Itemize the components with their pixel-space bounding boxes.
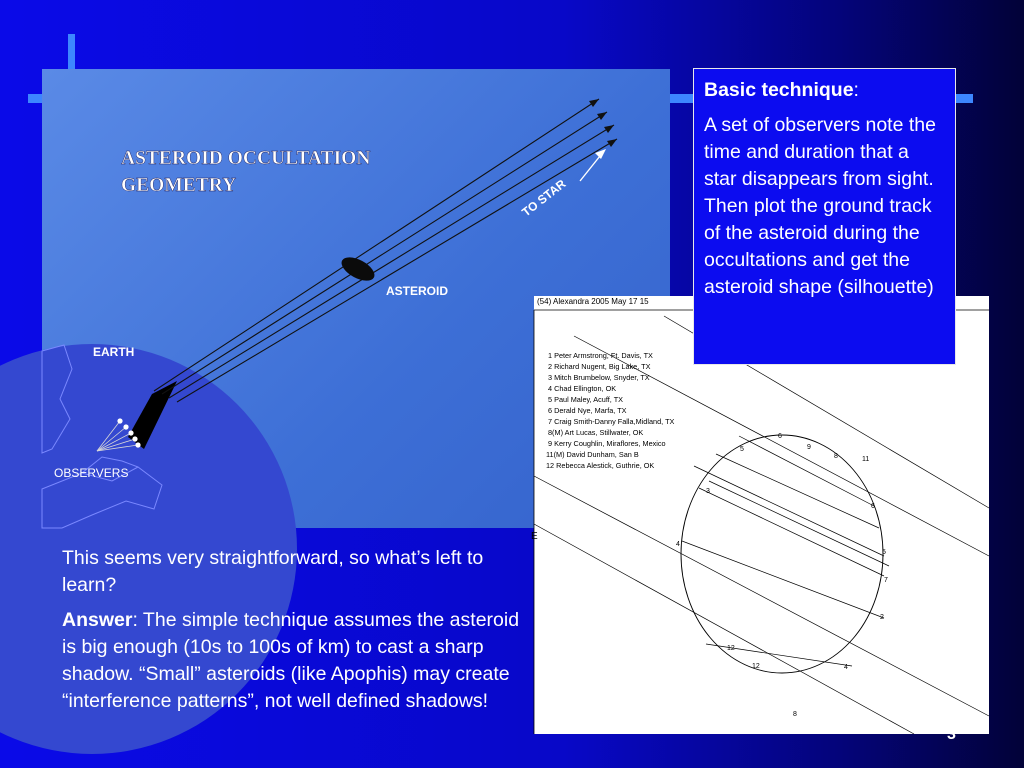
chord-label: 12 <box>752 663 760 670</box>
chord-label: 7 <box>884 577 888 584</box>
ray-arrowhead <box>607 139 617 147</box>
chord-line <box>716 454 879 528</box>
chord-line <box>534 476 989 716</box>
chord-line <box>709 481 889 566</box>
chord-label: 2 <box>880 614 884 621</box>
answer-paragraph <box>62 607 532 715</box>
observer-entry: 5 Paul Maley, Acuff, TX <box>548 395 624 404</box>
observer-list <box>546 351 675 470</box>
ray-arrowhead <box>589 99 599 107</box>
chord-label: 4 <box>844 664 848 671</box>
ray-line <box>154 99 599 391</box>
observer-entry: 2 Richard Nugent, Big Lake, TX <box>548 362 651 371</box>
decorative-vertical-bar <box>68 34 75 70</box>
question-text: This seems very straightforward, so what’s left to learn? <box>62 547 484 596</box>
chord-label: 9 <box>807 444 811 451</box>
chord-line <box>682 541 884 618</box>
observer-entry: 7 Craig Smith-Danny Falla,Midland, TX <box>548 417 675 426</box>
basic-technique-heading-line <box>704 77 945 104</box>
chord-label: 6 <box>778 433 782 440</box>
ray-arrowhead <box>604 125 614 133</box>
chord-line <box>694 466 884 556</box>
page-number: 3 <box>947 726 956 743</box>
observer-dot <box>128 430 133 435</box>
observer-entry: 12 Rebecca Alestick, Guthrie, OK <box>546 461 655 470</box>
chord-label: 6 <box>871 503 875 510</box>
diagram-title-line2: GEOMETRY <box>121 175 237 196</box>
earth-label: EARTH <box>93 345 135 359</box>
to-star-arrowhead <box>595 149 606 159</box>
observer-entry: 8(M) Art Lucas, Stillwater, OK <box>548 428 644 437</box>
plot-header: (54) Alexandra 2005 May 17 15 <box>537 297 649 306</box>
chord-label: 8 <box>834 453 838 460</box>
chord-line <box>534 524 914 734</box>
observer-entry: 9 Kerry Coughlin, Miraflores, Mexico <box>548 439 666 448</box>
chord-label: 5 <box>882 549 886 556</box>
observer-entry: 6 Derald Nye, Marfa, TX <box>548 406 627 415</box>
answer-body: : The simple technique assumes the asteroid is big enough (10s to 100s of km) to cast a sharp shadow. “Small” asteroids (like Apophis) may create “interference patterns”, not well defined shadows! <box>62 609 520 712</box>
basic-technique-heading: Basic technique <box>704 79 854 101</box>
chord-label: 8 <box>793 711 797 718</box>
observer-entry: 1 Peter Armstrong, Ft. Davis, TX <box>548 351 653 360</box>
basic-technique-colon: : <box>853 79 859 101</box>
chord-labels <box>676 433 888 718</box>
plot-edge-label: E <box>531 531 538 542</box>
observer-dot <box>117 418 122 423</box>
observers-label: OBSERVERS <box>54 466 129 480</box>
observer-entry: 4 Chad Ellington, OK <box>548 384 617 393</box>
ray-arrowhead <box>597 112 607 120</box>
diagram-title-line1: ASTEROID OCCULTATION <box>121 148 371 169</box>
observer-dot <box>123 424 128 429</box>
basic-technique-body: A set of observers note the time and duration that a star disappears from sight. Then plot the ground track of the asteroid during the occultations and get the asteroid shape (silhouette) <box>704 114 936 298</box>
answer-label: Answer <box>62 609 133 631</box>
chord-line <box>699 488 884 576</box>
chord-label: 4 <box>676 541 680 548</box>
observer-dot <box>132 436 137 441</box>
observer-dot <box>135 442 140 447</box>
observer-entry: 11(M) David Dunham, San B <box>546 450 639 459</box>
chord-label: 12 <box>727 645 735 652</box>
basic-technique-box <box>693 68 956 365</box>
chord-label: 3 <box>706 488 710 495</box>
discussion-text <box>62 545 532 723</box>
asteroid-label: ASTEROID <box>386 284 449 298</box>
observer-entry: 3 Mitch Brumbelow, Snyder, TX <box>548 373 650 382</box>
chord-label: 11 <box>862 456 870 463</box>
asteroid-profile <box>681 435 883 673</box>
to-star-label: TO STAR <box>519 176 569 220</box>
chord-label: 5 <box>740 446 744 453</box>
